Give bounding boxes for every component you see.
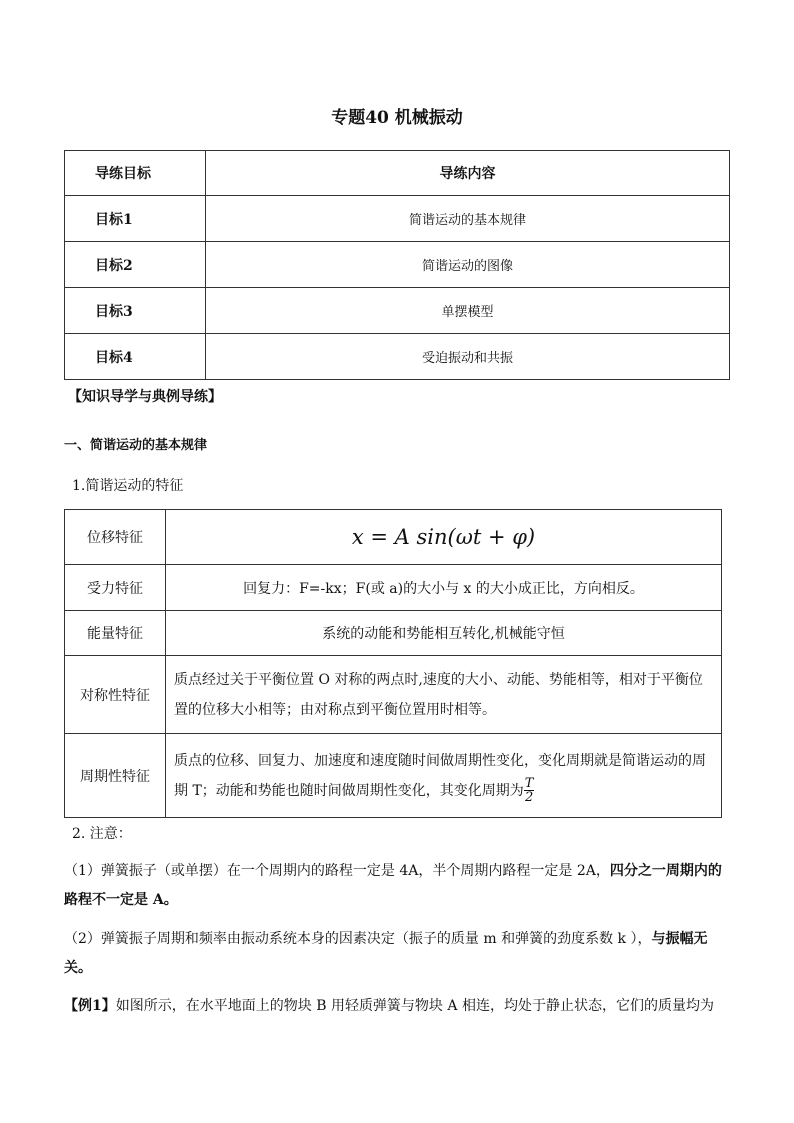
fraction-numerator: T (524, 776, 534, 791)
note-label: 2. 注意： (72, 826, 132, 842)
displacement-formula: x = A sin(ωt + φ) (351, 525, 536, 549)
note-1-text: （1）弹簧振子（或单摆）在一个周期内的路程一定是 4A，半个周期内路程一定是 2A， (64, 863, 610, 879)
note-1 (64, 857, 730, 915)
table-header-goal: 导练目标 (65, 151, 206, 196)
goal-cell: 目标1 (65, 196, 206, 242)
note-2-text: （2）弹簧振子周期和频率由振动系统本身的因素决定（振子的质量 m 和弹簧的劲度系数 k ）， (64, 931, 652, 947)
feature-label: 周期性特征 (65, 734, 166, 818)
goal-cell: 目标3 (65, 288, 206, 334)
section-heading: 【知识导学与典例导练】 (68, 389, 222, 405)
note-2 (64, 925, 730, 983)
table-row (65, 611, 722, 656)
period-text: 质点的位移、回复力、加速度和速度随时间做周期性变化，变化周期就是简谐运动的周期 T；动能和势能也随时间做周期性变化，其变化周期为 (174, 752, 706, 799)
content-cell: 单摆模型 (206, 288, 730, 334)
example-label: 【例1】 (64, 998, 116, 1014)
table-row (65, 565, 722, 611)
example-1 (64, 992, 730, 1021)
table-header-content: 导练内容 (206, 151, 730, 196)
point1-label: 1.简谐运动的特征 (72, 478, 184, 494)
example-text: 如图所示，在水平地面上的物块 B 用轻质弹簧与物块 A 相连，均处于静止状态，它们的质量均为 (115, 998, 714, 1014)
content-cell: 简谐运动的图像 (206, 242, 730, 288)
period-fraction (524, 777, 535, 804)
feature-label: 对称性特征 (65, 656, 166, 734)
goals-table (64, 150, 730, 380)
table-header-row (65, 151, 730, 196)
note-2-emphasis: 与振幅无关。 (64, 931, 708, 976)
table-row (65, 656, 722, 734)
feature-text: 回复力：F=-kx；F(或 a)的大小与 x 的大小成正比，方向相反。 (166, 565, 722, 611)
table-row (65, 510, 722, 565)
table-row (65, 734, 722, 818)
fraction-denominator: 2 (524, 790, 534, 805)
table-row (65, 196, 730, 242)
table-row (65, 288, 730, 334)
feature-formula (166, 510, 722, 565)
feature-text: 质点经过关于平衡位置 O 对称的两点时,速度的大小、动能、势能相等，相对于平衡位置的位移大小相等；由对称点到平衡位置用时相等。 (166, 656, 722, 734)
goal-cell: 目标4 (65, 334, 206, 380)
note-1-emphasis: 四分之一周期内的路程不一定是 A。 (64, 863, 722, 908)
table-row (65, 242, 730, 288)
feature-text (166, 734, 722, 818)
goal-cell: 目标2 (65, 242, 206, 288)
feature-text: 系统的动能和势能相互转化,机械能守恒 (166, 611, 722, 656)
features-table (64, 509, 722, 818)
subsection-heading: 一、简谐运动的基本规律 (64, 438, 208, 453)
feature-label: 位移特征 (65, 510, 166, 565)
content-cell: 简谐运动的基本规律 (206, 196, 730, 242)
feature-label: 能量特征 (65, 611, 166, 656)
feature-label: 受力特征 (65, 565, 166, 611)
table-row (65, 334, 730, 380)
page-title: 专题40 机械振动 (331, 108, 463, 128)
content-cell: 受迫振动和共振 (206, 334, 730, 380)
